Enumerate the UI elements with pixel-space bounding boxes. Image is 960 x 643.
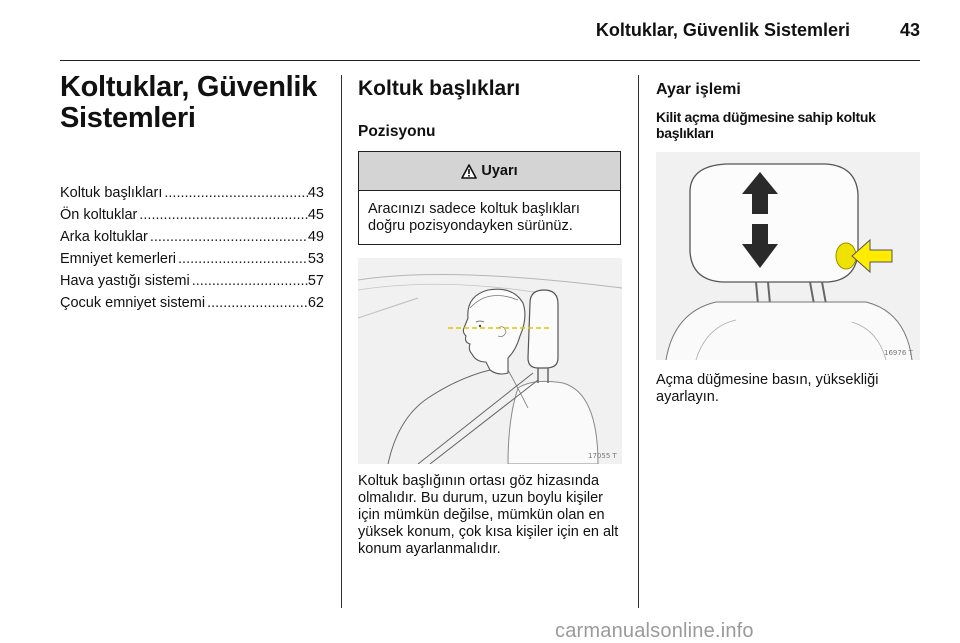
chapter-column <box>60 72 324 314</box>
watermark: carmanualsonline.info <box>555 620 754 642</box>
chapter-title <box>60 72 324 134</box>
toc-label: Hava yastığı sistemi <box>60 273 190 289</box>
toc-page: 62 <box>307 295 324 311</box>
table-of-contents <box>60 182 324 314</box>
section-title: Koltuk başlıkları <box>358 77 521 100</box>
toc-page: 49 <box>307 229 324 245</box>
figure-code: 16976 T <box>884 349 913 357</box>
toc-label: Koltuk başlıkları <box>60 185 163 201</box>
toc-leader <box>137 204 307 226</box>
position-paragraph: Koltuk başlığının ortası göz hizasında olmalıdır. Bu durum, uzun boylu kişiler için mümkün değilse, mümkün olan en yüksek konum, çok kısa kişiler için en alt konum ayarlanmalıdır. <box>358 473 619 557</box>
toc-item[interactable] <box>60 204 324 226</box>
warning-triangle-icon <box>461 164 477 179</box>
toc-label: Çocuk emniyet sistemi <box>60 295 206 311</box>
toc-leader <box>148 226 308 248</box>
toc-leader <box>176 248 308 270</box>
column-divider-2 <box>638 75 639 608</box>
toc-label: Ön koltuklar <box>60 207 138 223</box>
adjustment-title: Ayar işlemi <box>656 81 741 98</box>
toc-item[interactable] <box>60 270 324 292</box>
adjustment-subtitle: Kilit açma düğmesine sahip koltuk başlıkları <box>656 109 876 141</box>
toc-item[interactable] <box>60 182 324 204</box>
toc-label: Emniyet kemerleri <box>60 251 177 267</box>
adjustment-paragraph: Açma düğmesine basın, yüksekliği ayarlayın. <box>656 372 879 405</box>
chapter-title-line1: Koltuklar, Güvenlik <box>60 71 317 103</box>
running-header-title: Koltuklar, Güvenlik Sistemleri <box>595 20 850 40</box>
toc-leader <box>190 270 308 292</box>
adjustment-column <box>656 80 920 405</box>
position-title: Pozisyonu <box>358 123 436 140</box>
headrest-position-figure <box>358 258 622 464</box>
chapter-title-line2: Sistemleri <box>60 102 196 134</box>
figure-code: 17055 T <box>588 452 617 460</box>
warning-header <box>359 152 620 191</box>
header-rule <box>60 60 920 61</box>
page-number: 43 <box>899 20 920 40</box>
toc-item[interactable] <box>60 292 324 314</box>
warning-text: Aracınızı sadece koltuk başlıkları doğru pozisyondayken sürünüz. <box>368 201 580 234</box>
toc-page: 57 <box>307 273 324 289</box>
toc-leader <box>162 182 308 204</box>
toc-page: 53 <box>307 251 324 267</box>
toc-item[interactable] <box>60 226 324 248</box>
column-divider-1 <box>341 75 342 608</box>
warning-box <box>358 151 621 245</box>
headrest-release-figure <box>656 152 920 360</box>
toc-label: Arka koltuklar <box>60 229 148 245</box>
toc-page: 45 <box>307 207 324 223</box>
toc-leader <box>205 292 308 314</box>
toc-item[interactable] <box>60 248 324 270</box>
headrests-column <box>358 76 622 557</box>
warning-label: Uyarı <box>481 163 518 179</box>
toc-page: 43 <box>307 185 324 201</box>
